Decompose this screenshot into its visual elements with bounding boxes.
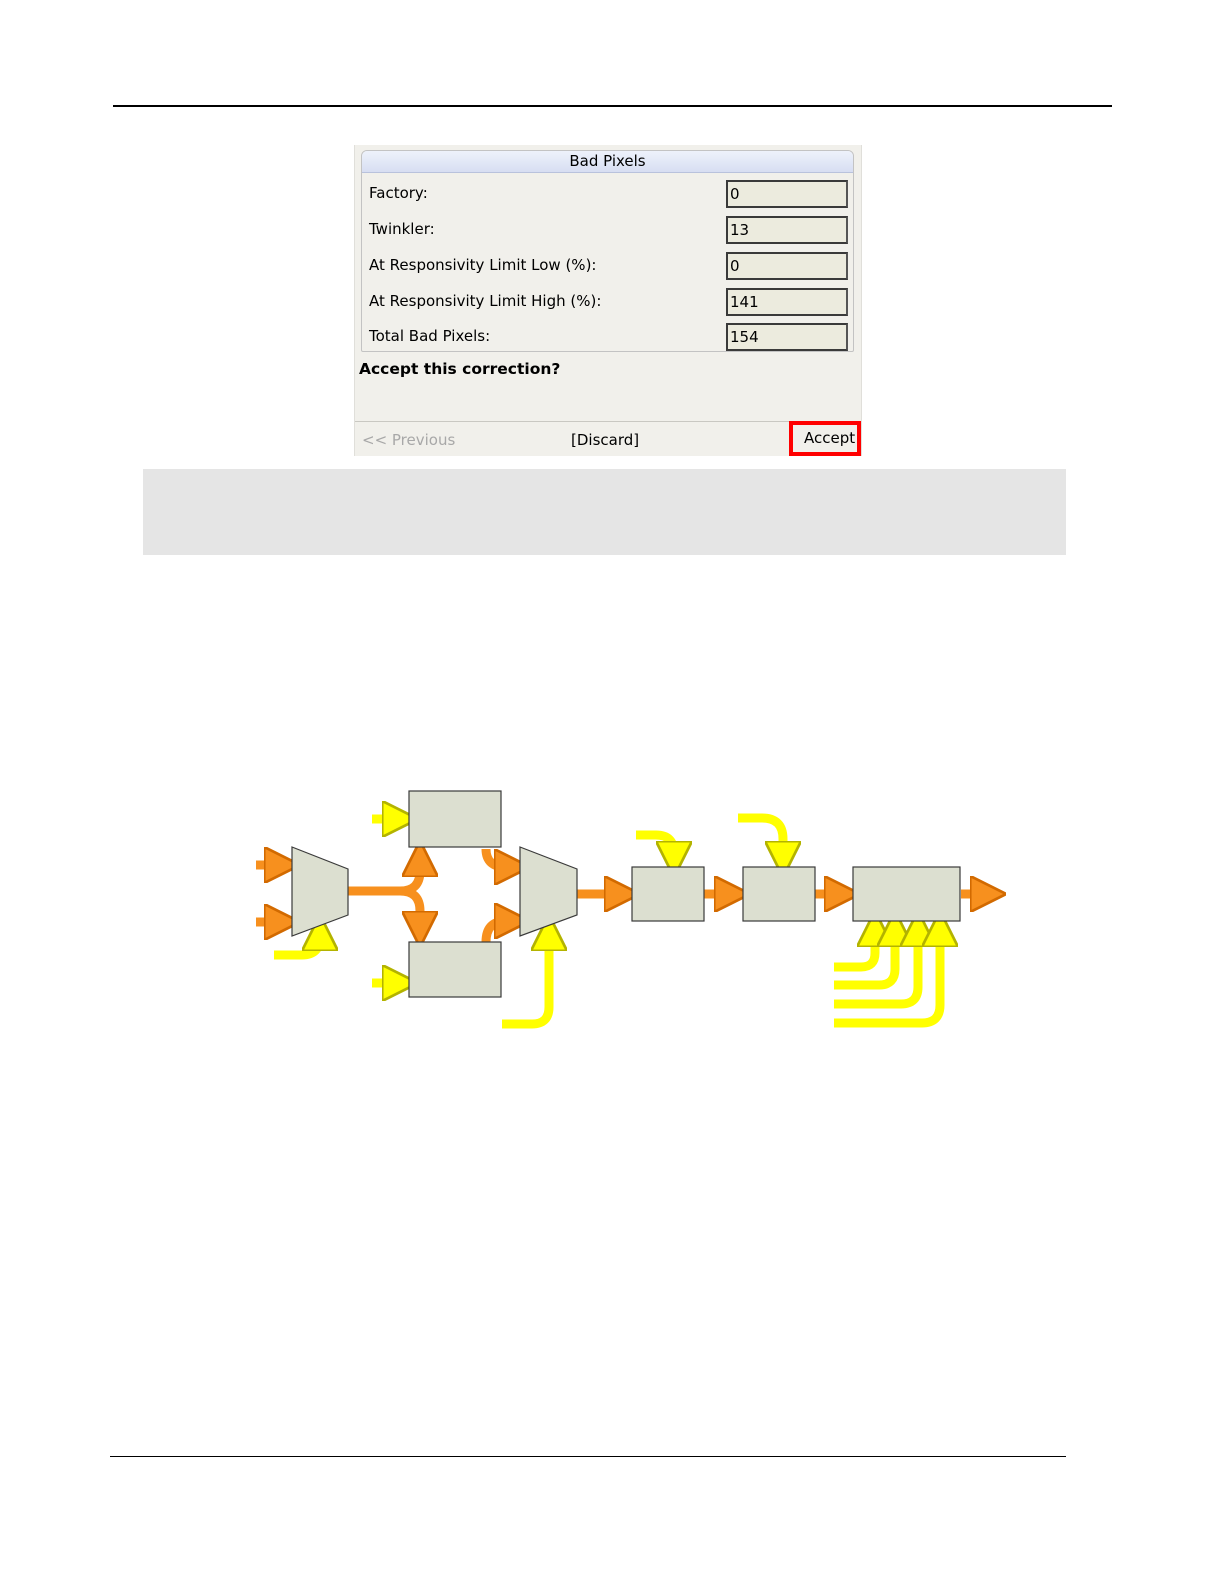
row-limit-low xyxy=(362,252,853,282)
limit-high-label: At Responsivity Limit High (%): xyxy=(369,292,602,310)
previous-button[interactable]: << Previous xyxy=(362,431,456,449)
accept-button[interactable]: Accept xyxy=(789,421,861,456)
mux-1 xyxy=(292,847,348,936)
limit-high-field[interactable]: 141 xyxy=(726,288,848,316)
mux2-select xyxy=(502,931,549,1024)
block-3 xyxy=(853,867,960,921)
block3-control-1 xyxy=(834,927,875,967)
factory-label: Factory: xyxy=(369,184,428,202)
split-arrow-down xyxy=(400,891,420,931)
split-arrow-up xyxy=(348,857,420,891)
note-box xyxy=(143,469,1066,555)
block2-control xyxy=(738,818,783,861)
twinkler-field[interactable]: 13 xyxy=(726,216,848,244)
lower-block xyxy=(409,942,501,997)
factory-field[interactable]: 0 xyxy=(726,180,848,208)
total-field[interactable]: 154 xyxy=(726,323,848,351)
header-rule xyxy=(113,105,1112,107)
twinkler-label: Twinkler: xyxy=(369,220,435,238)
bad-pixels-group xyxy=(361,150,854,352)
mux-2 xyxy=(520,847,577,936)
group-title: Bad Pixels xyxy=(362,151,853,173)
footer-rule xyxy=(110,1456,1066,1457)
row-total xyxy=(362,323,853,353)
bad-pixels-dialog xyxy=(354,145,862,456)
limit-low-label: At Responsivity Limit Low (%): xyxy=(369,256,597,274)
control-arrows xyxy=(274,818,940,1024)
processing-pipeline-diagram xyxy=(250,785,1010,1040)
block1-control xyxy=(636,835,674,861)
discard-button[interactable]: [Discard] xyxy=(571,431,640,449)
block3-control-2 xyxy=(834,927,895,985)
upper-block xyxy=(409,791,501,847)
block-1 xyxy=(632,867,704,921)
limit-low-field[interactable]: 0 xyxy=(726,252,848,280)
total-label: Total Bad Pixels: xyxy=(369,327,491,345)
lower-block-out xyxy=(486,921,514,942)
block3-control-4 xyxy=(834,927,940,1023)
row-twinkler xyxy=(362,216,853,246)
upper-block-out xyxy=(486,849,514,867)
row-factory xyxy=(362,180,853,210)
row-limit-high xyxy=(362,288,853,318)
footer-divider xyxy=(355,421,861,422)
accept-question: Accept this correction? xyxy=(359,360,561,378)
block-2 xyxy=(743,867,815,921)
